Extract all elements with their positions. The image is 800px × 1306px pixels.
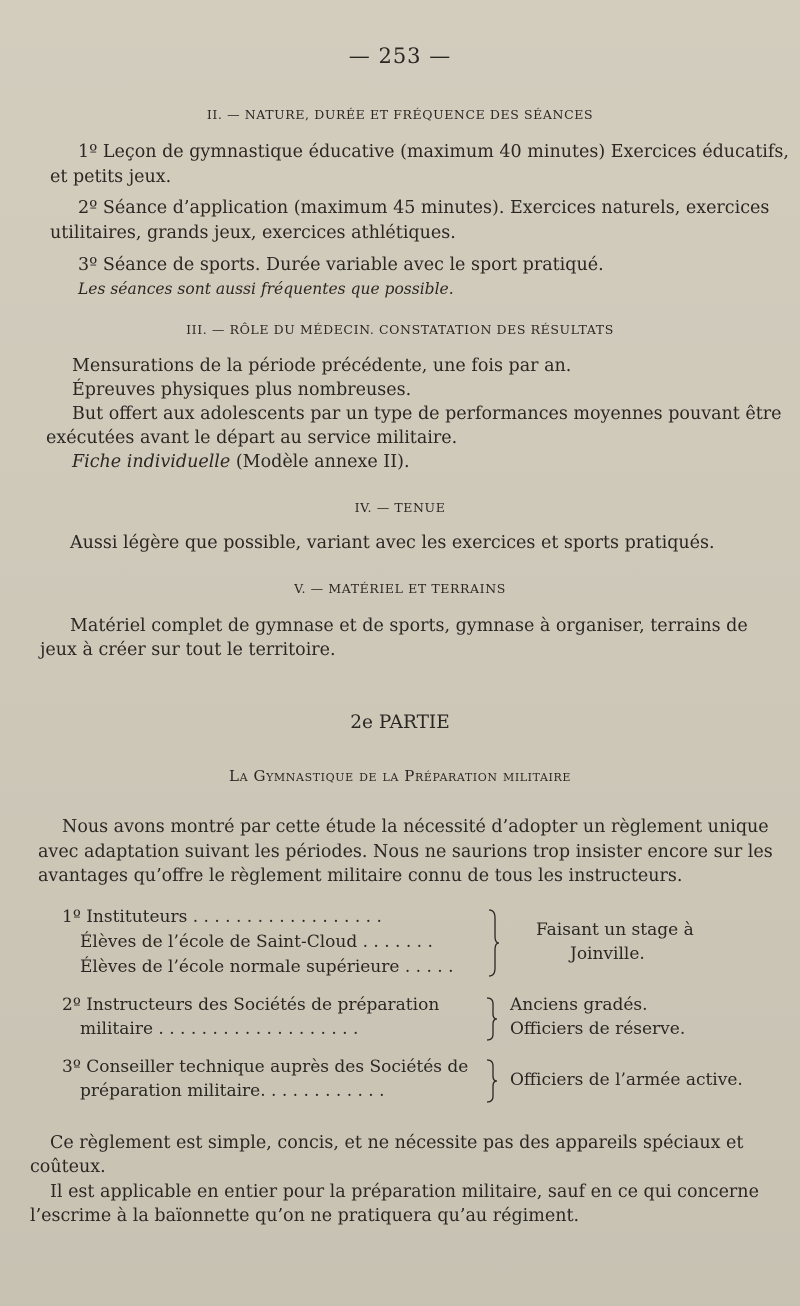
closing-2b: l’escrime à la baïonnette qu’on ne pratiquera qu’au régiment. xyxy=(30,1206,580,1226)
list-item-ens: Élèves de l’école normale supérieure . . . . . xyxy=(80,957,454,977)
s3-line-3b: exécutées avant le départ au service militaire. xyxy=(46,428,458,448)
s3-line-3a: But offert aux adolescents par un type de performances moyennes pouvant être xyxy=(72,404,782,424)
page-number: — 253 — xyxy=(348,44,452,68)
intro-line-3: avantages qu’offre le règlement militaire connu de tous les instructeurs. xyxy=(38,866,683,886)
s2-line-2b: utilitaires, grands jeux, exercices athlétiques. xyxy=(50,223,456,243)
closing-1b: coûteux. xyxy=(30,1157,106,1177)
intro-line-2: avec adaptation suivant les périodes. Nous ne saurions trop insister encore sur les xyxy=(38,842,773,862)
g1-role-line-2: Joinville. xyxy=(570,944,645,964)
s3-line-4 xyxy=(72,450,410,475)
s2-line-1a xyxy=(50,140,789,165)
list-item-militaire: militaire . . . . . . . . . . . . . . . . . . . xyxy=(80,1019,359,1039)
s5-line-2: jeux à créer sur tout le territoire. xyxy=(40,640,336,660)
s4-line-1: Aussi légère que possible, variant avec les exercices et sports pratiqués. xyxy=(70,533,715,553)
brace-1 xyxy=(486,908,500,978)
g2-role-line-1: Anciens gradés. xyxy=(510,995,648,1015)
s3-line-2: Épreuves physiques plus nombreuses. xyxy=(72,380,412,400)
section-ii-heading: II. — NATURE, DURÉE ET FRÉQUENCE DES SÉANCES xyxy=(206,107,594,122)
intro-line-1: Nous avons montré par cette étude la nécessité d’adopter un règlement unique xyxy=(62,817,769,837)
list-item-instructeurs: 2º Instructeurs des Sociétés de préparation xyxy=(62,995,440,1015)
fiche-label: Fiche individuelle xyxy=(72,452,231,472)
section-iv-heading: IV. — TENUE xyxy=(354,500,446,515)
closing-1a: Ce règlement est simple, concis, et ne nécessite pas des appareils spéciaux et xyxy=(50,1133,744,1153)
s2-item-2: 2º Séance d’application (maximum 45 minutes). Exercices naturels, exercices xyxy=(78,198,770,218)
part-subtitle: La Gymnastique de la Préparation militaire xyxy=(229,767,571,785)
g2-role-line-2: Officiers de réserve. xyxy=(510,1019,686,1039)
s5-line-1: Matériel complet de gymnase et de sports, gymnase à organiser, terrains de xyxy=(70,616,748,636)
part-title: 2e PARTIE xyxy=(350,712,450,733)
s2-item-1: 1º Leçon de gymnastique éducative (maximum 40 minutes) Exercices éducatifs, xyxy=(78,142,789,162)
brace-3 xyxy=(484,1058,498,1104)
list-item-preparation: préparation militaire. . . . . . . . . . . . xyxy=(80,1081,385,1101)
s2-line-1b: et petits jeux. xyxy=(50,167,172,187)
s3-line-1: Mensurations de la période précédente, une fois par an. xyxy=(72,356,572,376)
fiche-ref: (Modèle annexe II). xyxy=(230,452,410,472)
closing-2a: Il est applicable en entier pour la préparation militaire, sauf en ce qui concerne xyxy=(50,1182,759,1202)
list-item-saint-cloud: Élèves de l’école de Saint-Cloud . . . . . . . xyxy=(80,932,433,952)
brace-2 xyxy=(484,996,498,1042)
section-v-heading: V. — MATÉRIEL ET TERRAINS xyxy=(294,581,506,596)
s2-item-3: 3º Séance de sports. Durée variable avec le sport pratiqué. xyxy=(78,255,604,275)
g3-role: Officiers de l’armée active. xyxy=(510,1070,743,1090)
list-item-conseiller: 3º Conseiller technique auprès des Sociétés de xyxy=(62,1057,469,1077)
s2-note: Les séances sont aussi fréquentes que possible. xyxy=(78,280,454,298)
g1-role-line-1: Faisant un stage à xyxy=(536,920,694,940)
section-iii-heading: III. — RÔLE DU MÉDECIN. CONSTATATION DES RÉSULTATS xyxy=(186,322,614,337)
list-item-instituteurs: 1º Instituteurs . . . . . . . . . . . . . . . . . . xyxy=(62,907,382,927)
